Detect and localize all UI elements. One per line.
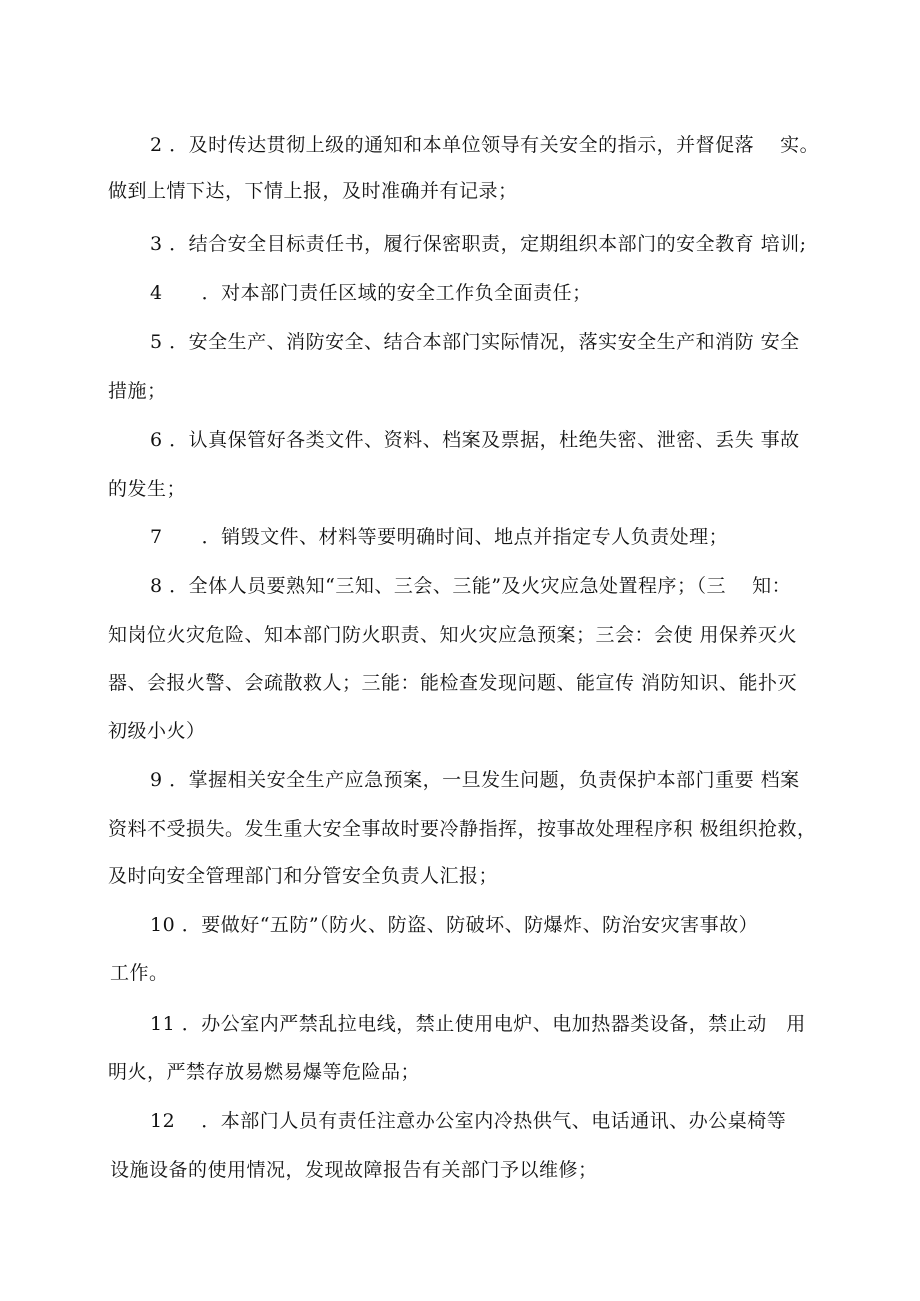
item-8-line-1: 8 ．全体人员要熟知“三知、三会、三能”及火灾应急处置程序；（三 知： — [150, 575, 792, 597]
item-8-line-4: 初级小火） — [108, 720, 206, 742]
item-8-line-2: 知岗位火灾危险、知本部门防火职责、知火灾应急预案；三会：会使 用保养灭火 — [108, 624, 798, 646]
item-9-line-2: 资料不受损失。发生重大安全事故时要冷静指挥，按事故处理程序积 极组织抢救， — [108, 818, 817, 840]
item-8-line-3: 器、会报火警、会疏散救人；三能：能检查发现问题、能宣传 消防知识、能扑灭 — [108, 672, 798, 694]
item-9-line-3: 及时向安全管理部门和分管安全负责人汇报； — [108, 865, 499, 887]
item-4-line-1: 4 ．对本部门责任区域的安全工作负全面责任； — [150, 282, 592, 304]
item-11-line-2: 明火，严禁存放易燃易爆等危险品； — [108, 1061, 421, 1083]
item-2-line-2: 做到上情下达，下情上报，及时准确并有记录； — [108, 180, 518, 202]
item-7-line-1: 7 ．销毁文件、材料等要明确时间、地点并指定专人负责处理； — [150, 526, 729, 548]
item-12-line-1: 12 ．本部门人员有责任注意办公室内冷热供气、电话通讯、办公桌椅等 — [150, 1110, 787, 1132]
item-12-line-2: 设施设备的使用情况，发现故障报告有关部门予以维修； — [110, 1159, 598, 1181]
item-5-line-1: 5 ．安全生产、消防安全、结合本部门实际情况，落实安全生产和消防 安全 — [150, 331, 800, 353]
item-9-line-1: 9 ．掌握相关安全生产应急预案，一旦发生问题，负责保护本部门重要 档案 — [150, 769, 800, 791]
item-3-line-1: 3 ．结合安全目标责任书，履行保密职责，定期组织本部门的安全教育 培训; — [150, 233, 807, 255]
item-10-line-2: 工作。 — [110, 962, 169, 984]
item-10-line-1: 10 ．要做好“五防”（防火、防盗、防破坏、防爆炸、防治安灾害事故） — [150, 914, 759, 936]
item-6-line-2: 的发生； — [108, 478, 187, 500]
item-2-line-1: 2 ．及时传达贯彻上级的通知和本单位领导有关安全的指示，并督促落 实。 — [150, 134, 820, 156]
item-11-line-1: 11 ．办公室内严禁乱拉电线，禁止使用电炉、电加热器类设备，禁止动 用 — [150, 1013, 806, 1035]
item-6-line-1: 6 ．认真保管好各类文件、资料、档案及票据，杜绝失密、泄密、丢失 事故 — [150, 429, 800, 451]
item-5-line-2: 措施； — [108, 380, 167, 402]
